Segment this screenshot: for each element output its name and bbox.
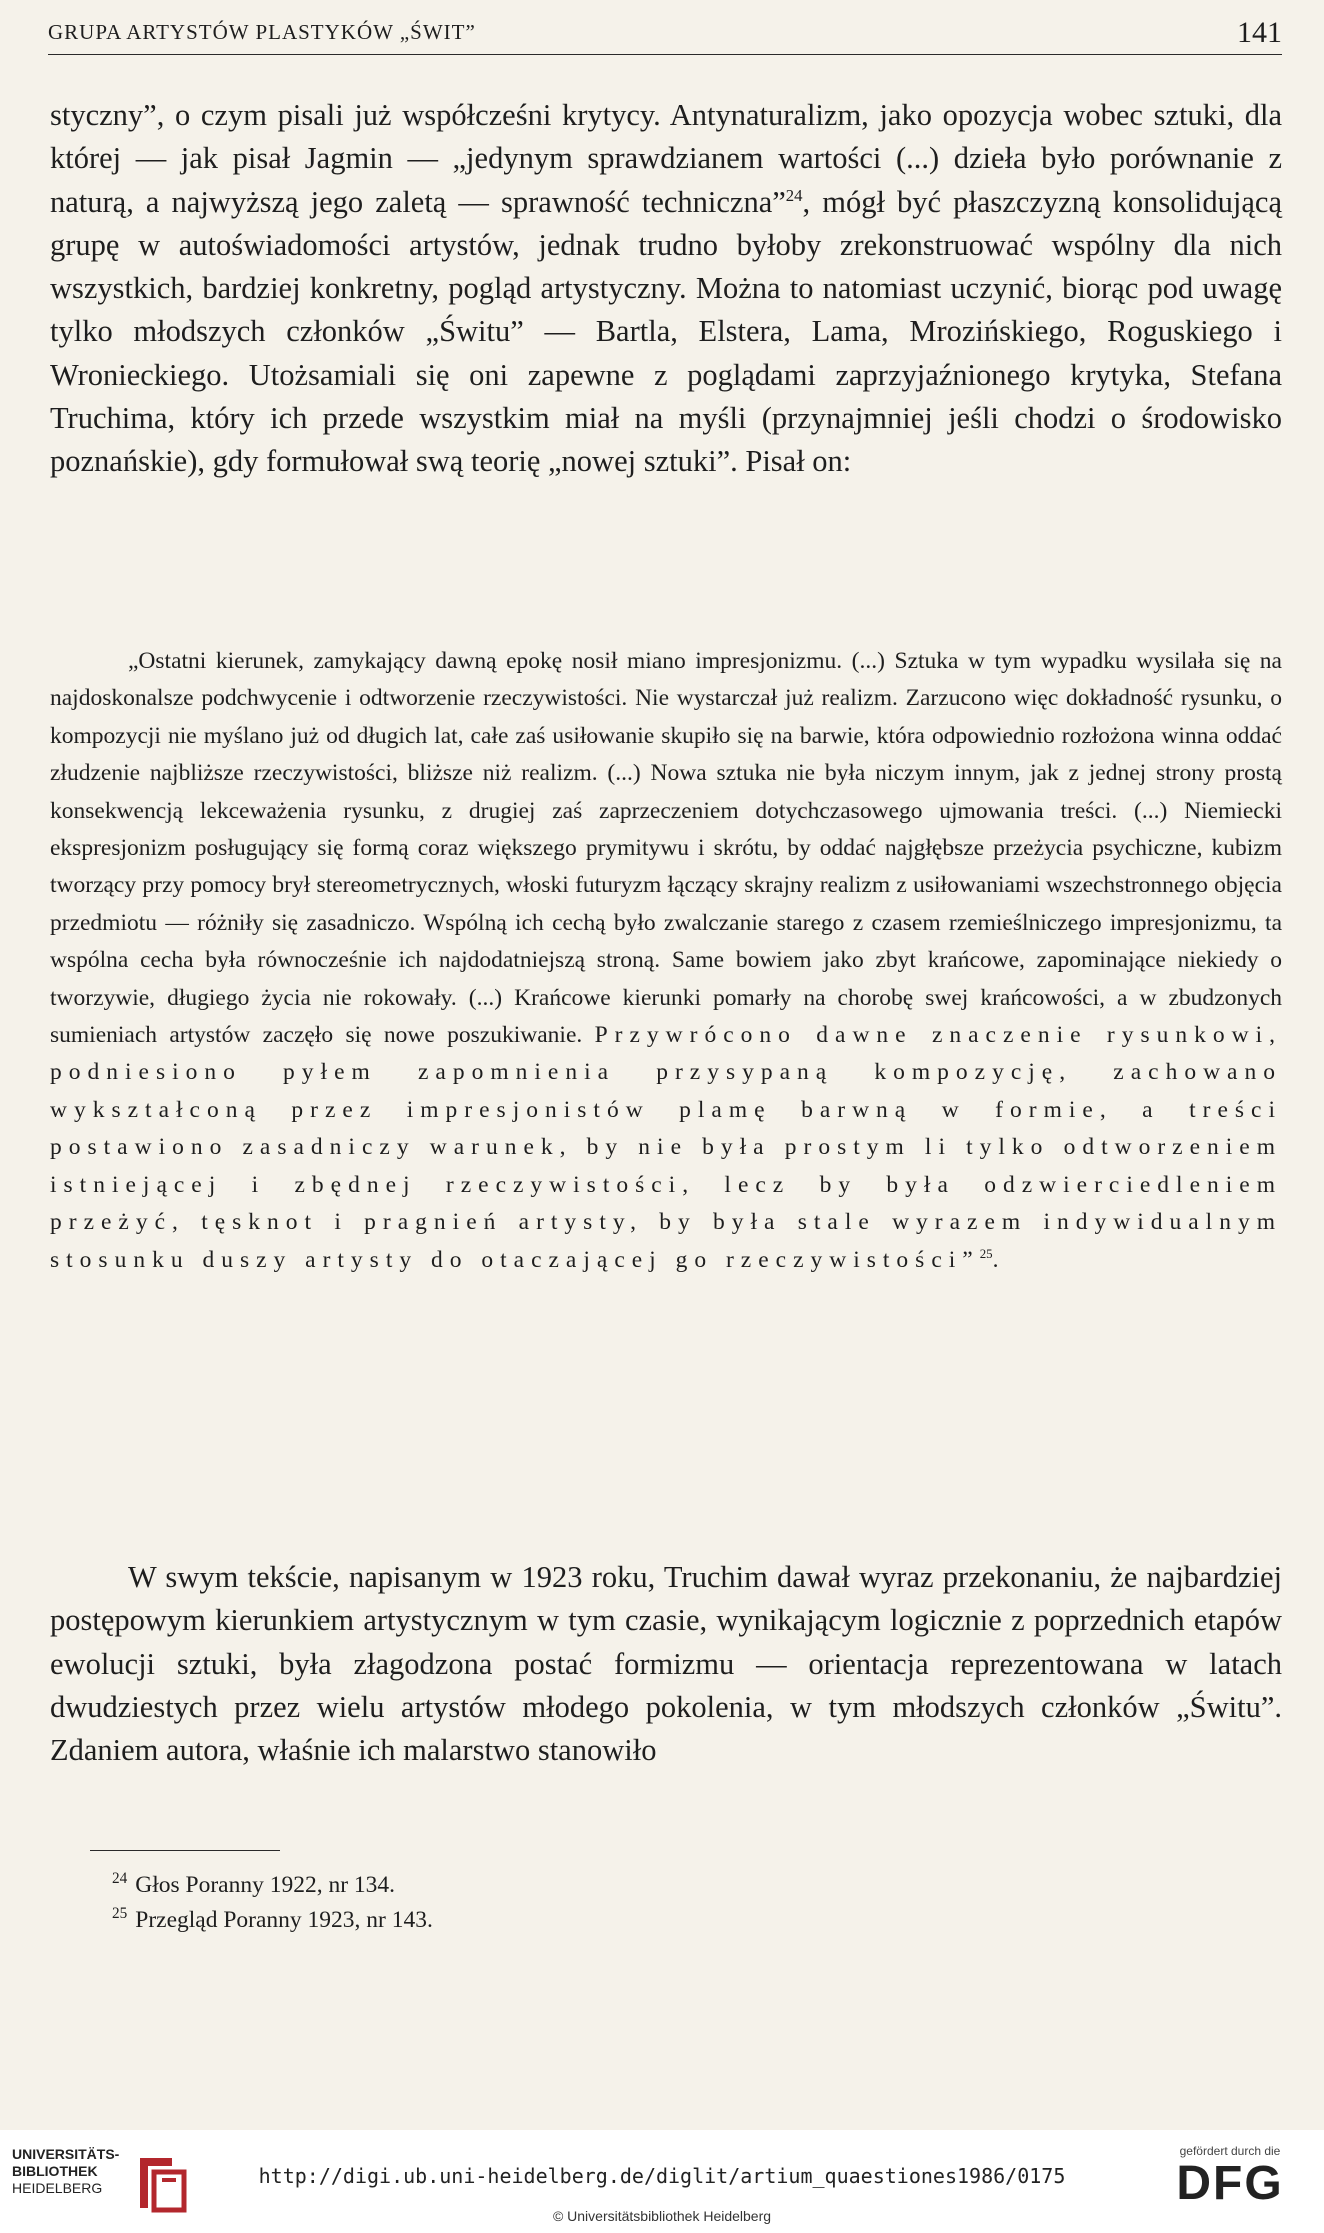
footnote-24 <box>112 1872 395 1899</box>
quote-text: „Ostatni kierunek, zamykający dawną epokę nosił miano impresjonizmu. (...) Sztuka w tym wypadku wysilała się na najdoskonalsze podchwycenie i odtworzenie rzeczywistości. Nie wystarczał już realizm. Zarzucono więc dokładność rysunku, o kompozycji nie myślano już od długich lat, całe zaś usiłowanie skupiło się na barwie, która odpowiednio rozłożona winna oddać złudzenie najbliższe rzeczywistości, bliższe niż realizm. (...) Nowa sztuka nie była niczym innym, jak z jednej strony prostą konsekwencją lekceważenia rysunku, z drugiej zaś zaprzeczeniem dotychczasowego ujmowania treści. (...) Niemiecki ekspresjonizm posługujący się formą coraz większego prymitywu i skrótu, by oddać najgłębsze przeżycia psychiczne, kubizm tworzący przy pomocy brył stereometrycznych, włoski futuryzm łączący skrajny realizm z usiłowaniami wszechstronnego objęcia przedmiotu — różniły się zasadniczo. Wspólną ich cechą było zwalczanie starego z czasem rzemieślniczego impresjonizmu, ta wspólna cecha była równocześnie ich najdodatniejszą stroną. Same bowiem jako zbyt krańcowe, zapominające niekiedy o tworzywie, długiego życia nie rokowały. (...) Krańcowe kierunki pomarły na chorobę swej krańcowości, a w zbudzonych sumieniach artystów zaczęło się nowe poszukiwanie. <box>50 648 1282 1049</box>
quote-spaced-text: Przywrócono dawne znaczenie rysunkowi, podniesiono pyłem zapomnienia przysypaną kompozycję, zachowano wykształconą przez impresjonistów plamę barwną w formie, a treści postawiono zasadniczy warunek, by nie była prostym li tylko odtworzeniem istniejącej i zbędnej rzeczywistości, lecz by była odzwierciedleniem przeżyć, tęsknot i pragnień artysty, by była stale wyrazem indywidualnym stosunku duszy artysty do otaczającej go rzeczywistości” <box>50 1022 1283 1273</box>
footnote-ref-24[interactable]: 24 <box>785 185 803 205</box>
permalink-url[interactable]: http://digi.ub.uni-heidelberg.de/diglit/artium_quaestiones1986/0175 <box>258 2164 1066 2188</box>
running-header <box>48 16 1282 55</box>
paragraph-text: , mógł być płaszczyzną konsolidującą grupę w autoświadomości artystów, jednak trudno byłoby zrekonstruować wspólny dla nich wszystkich, bardziej konkretny, pogląd artystyczny. Można to natomiast uczynić, biorąc pod uwagę tylko młodszych członków „Świtu” — Bartla, Elstera, Lama, Mrozińskiego, Roguskiego i Wronieckiego. Utożsamiali się oni zapewne z poglądami zaprzyjaźnionego krytyka, Stefana Truchima, który ich przede wszystkim miał na myśli (przynajmniej jeśli chodzi o środowisko poznańskie), gdy formułował swą teorię „nowej sztuki”. Pisał on: <box>50 184 1282 479</box>
paragraph-text: styczny”, o czym pisali już współcześni krytycy. Antynaturalizm, jako opozycja wobec sztuki, dla której — jak pisał Jagmin — „jedynym sprawdzianem wartości (...) dzieła było porównanie z naturą, a najwyższą jego zaletą — sprawność techniczna” <box>50 98 1282 219</box>
footnote-ref-25[interactable]: 25 <box>979 1245 993 1261</box>
paragraph: W swym tekście, napisanym w 1923 roku, Truchim dawał wyraz przekonaniu, że najbardziej postępowym kierunkiem artystycznym w tym czasie, wynikającym logicznie z poprzednich etapów ewolucji sztuki, była złagodzona postać formizmu — orientacja reprezentowana w latach dwudziestych przez wielu artystów młodego pokolenia, w tym młodszych członków „Świtu”. Zdaniem autora, właśnie ich malarstwo stanowiło <box>50 1560 1282 1768</box>
page-number: 141 <box>1237 16 1282 49</box>
library-name: UNIVERSITÄTS- BIBLIOTHEK HEIDELBERG <box>12 2146 120 2196</box>
funded-by-caption: gefördert durch die <box>1179 2144 1281 2158</box>
footnote-divider <box>90 1850 280 1851</box>
running-title: GRUPA ARTYSTÓW PLASTYKÓW „ŚWIT” <box>48 20 476 44</box>
quote-end: . <box>992 1246 999 1273</box>
footnote-text: Głos Poranny 1922, nr 134. <box>135 1872 396 1898</box>
dfg-logo[interactable]: DFG <box>1176 2157 1284 2210</box>
footnote-text: Przegląd Poranny 1923, nr 143. <box>135 1907 433 1933</box>
footnote-25 <box>112 1907 433 1934</box>
footnote-number: 25 <box>112 1905 128 1923</box>
footnote-number: 24 <box>112 1870 128 1888</box>
funder-block <box>1160 2144 1300 2224</box>
digital-library-footer <box>0 2130 1324 2233</box>
paragraph-continued <box>50 94 1282 484</box>
copyright-notice: © Universitätsbibliothek Heidelberg <box>552 2208 772 2224</box>
block-quote <box>50 643 1282 1279</box>
